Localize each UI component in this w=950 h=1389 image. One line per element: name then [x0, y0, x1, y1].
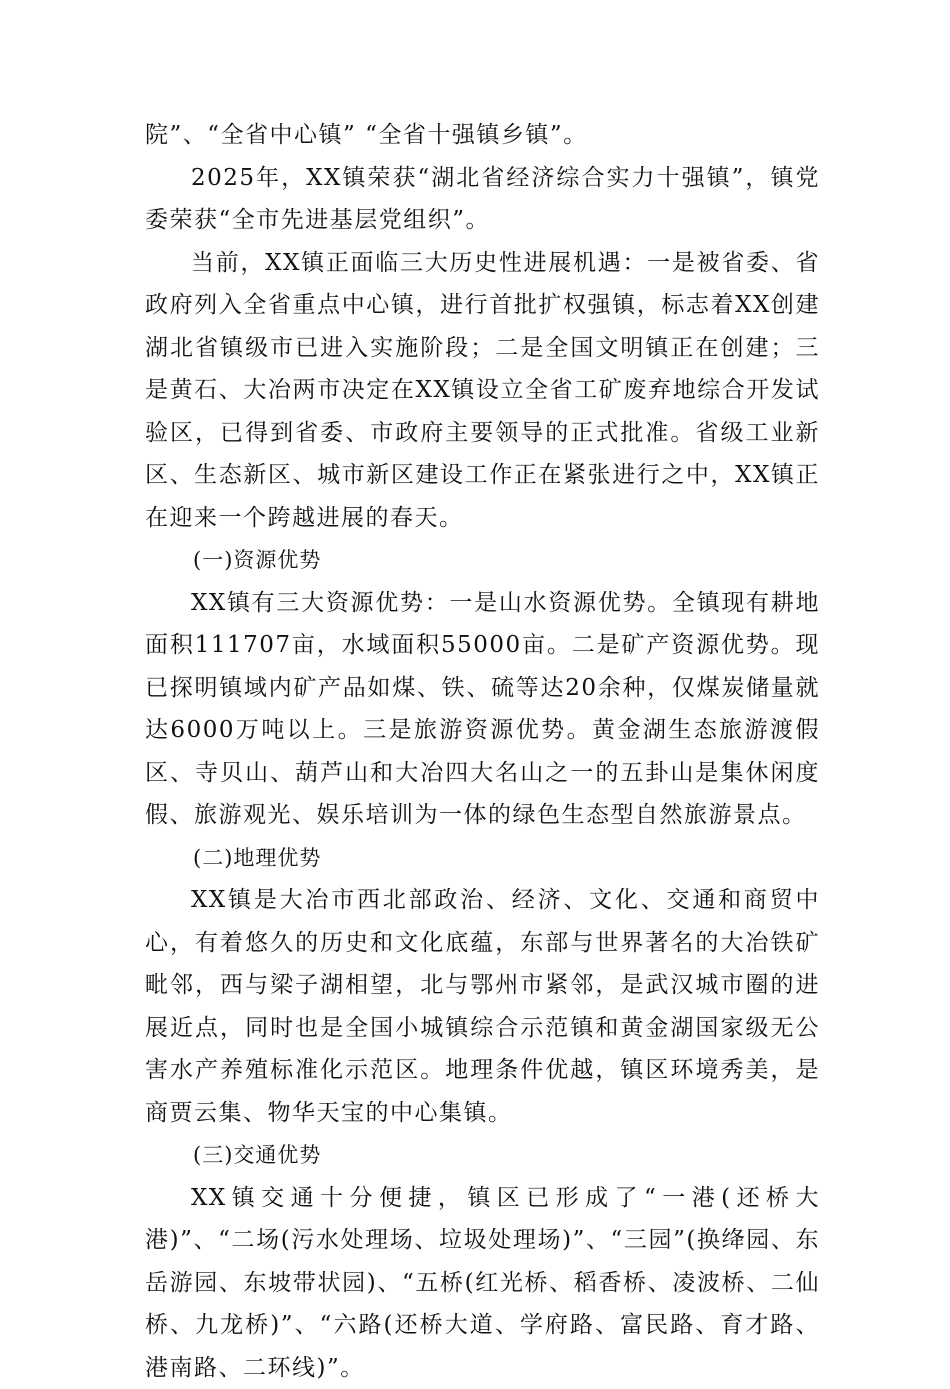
paragraph-geography: XX镇是大冶市西北部政治、经济、文化、交通和商贸中心，有着悠久的历史和文化底蕴，东部与世界著名的大冶铁矿毗邻，西与梁子湖相望，北与鄂州市紧邻，是武汉城市圈的进展近点，同时也是全国小城镇综合示范镇和黄金湖国家级无公害水产养殖标准化示范区。地理条件优越，镇区环境秀美，是商贾云集、物华天宝的中心集镇。 — [145, 879, 820, 1134]
paragraph-resources: XX镇有三大资源优势：一是山水资源优势。全镇现有耕地面积111707亩，水域面积55000亩。二是矿产资源优势。现已探明镇域内矿产品如煤、铁、硫等达20余种，仅煤炭储量就达6000万吨以上。三是旅游资源优势。黄金湖生态旅游渡假区、寺贝山、葫芦山和大冶四大名山之一的五卦山是集休闲度假、旅游观光、娱乐培训为一体的绿色生态型自然旅游景点。 — [145, 582, 820, 837]
section-heading-transport: (三)交通优势 — [145, 1134, 820, 1177]
section-heading-resources: (一)资源优势 — [145, 539, 820, 582]
document-body — [145, 114, 820, 1389]
paragraph-awards: 2025年，XX镇荣获“湖北省经济综合实力十强镇”，镇党委荣获“全市先进基层党组织”。 — [145, 157, 820, 242]
paragraph-opportunities: 当前，XX镇正面临三大历史性进展机遇：一是被省委、省政府列入全省重点中心镇，进行首批扩权强镇，标志着XX创建湖北省镇级市已进入实施阶段；二是全国文明镇正在创建；三是黄石、大冶两市决定在XX镇设立全省工矿废弃地综合开发试验区，已得到省委、市政府主要领导的正式批准。省级工业新区、生态新区、城市新区建设工作正在紧张进行之中，XX镇正在迎来一个跨越进展的春天。 — [145, 242, 820, 540]
section-heading-geography: (二)地理优势 — [145, 837, 820, 880]
paragraph-transport: XX镇交通十分便捷，镇区已形成了“一港(还桥大港)”、“二场(污水处理场、垃圾处理场)”、“三园”(换绛园、东岳游园、东坡带状园)、“五桥(红光桥、稻香桥、凌波桥、二仙桥、九龙桥)”、“六路(还桥大道、学府路、富民路、育才路、港南路、二环线)”。 — [145, 1177, 820, 1389]
paragraph-continuation: 院”、“全省中心镇” “全省十强镇乡镇”。 — [145, 114, 820, 157]
